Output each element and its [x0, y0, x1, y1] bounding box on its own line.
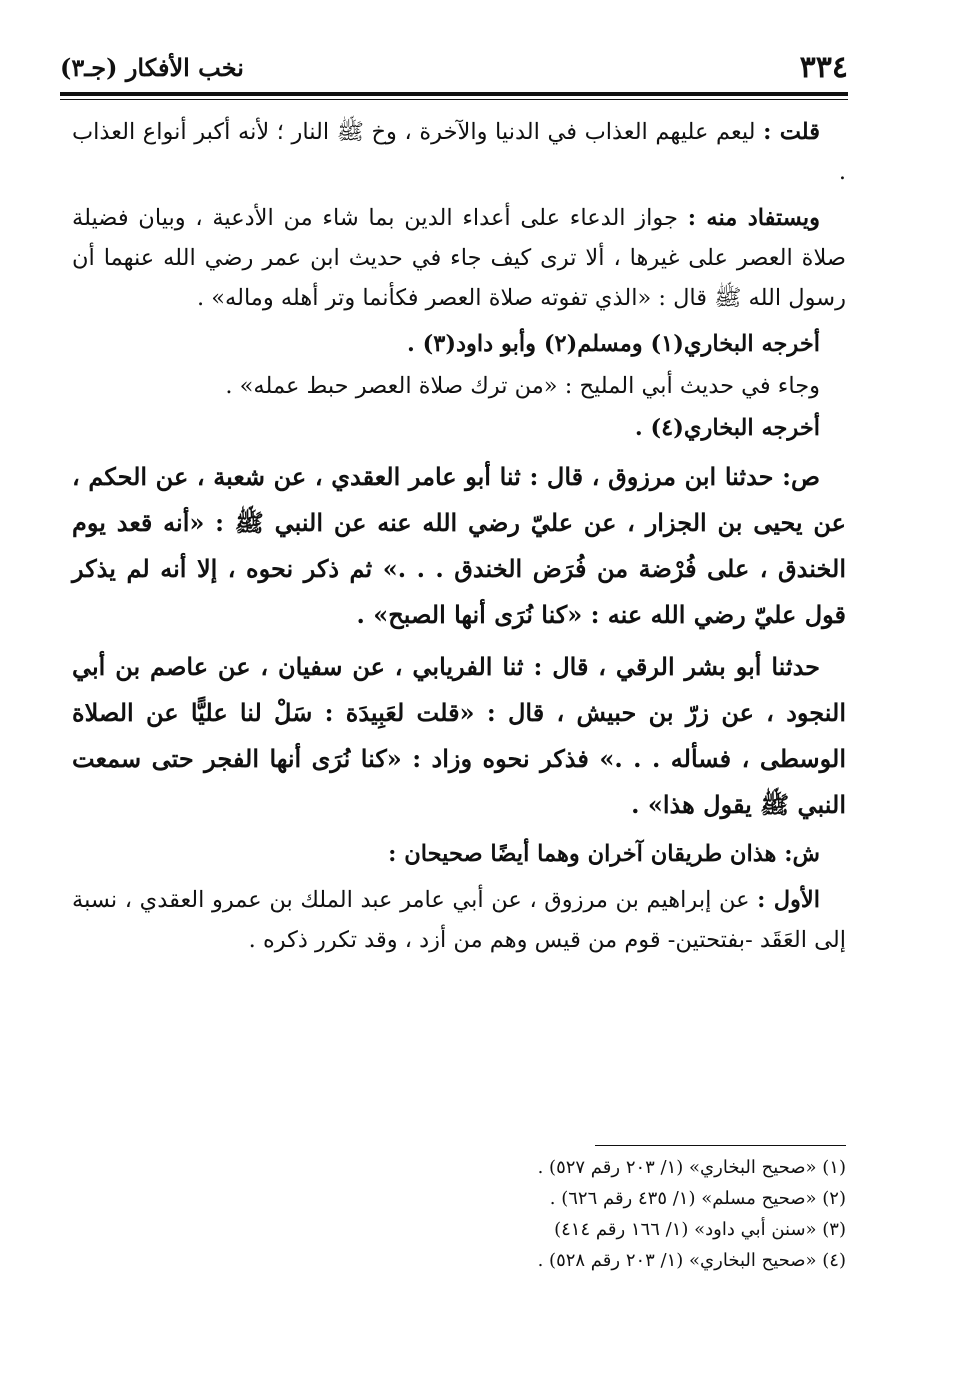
paragraph-2	[72, 198, 846, 318]
paragraph-1-keyword: قلت :	[763, 119, 820, 145]
footnote-1: (١) «صحيح البخاري» (١/ ٢٠٣ رقم ٥٢٧) .	[537, 1157, 846, 1178]
paragraph-5: أخرجه البخاري(٤) .	[634, 415, 820, 441]
paragraph-4: وجاء في حديث أبي المليح : «من ترك صلاة العصر حبط عمله» .	[225, 373, 820, 399]
footnote-separator	[595, 1145, 846, 1146]
paragraph-3: أخرجه البخاري(١) ومسلم(٢) وأبو داود(٣) .	[406, 331, 820, 357]
footnote-4: (٤) «صحيح البخاري» (١/ ٢٠٣ رقم ٥٢٨) .	[537, 1250, 846, 1271]
paragraph-2-text: جواز الدعاء على أعداء الدين بما شاء من الأدعية ، وبيان فضيلة صلاة العصر على غيرها ، ألا ترى كيف جاء في حديث ابن عمر رضي الله عنهما أن رسول الله ﷺ قال : «الذي تفوته صلاة العصر فكأنما وتر أهله وماله» .	[72, 205, 846, 311]
page-number: ٣٣٤	[799, 49, 848, 85]
header-rule-thick	[60, 92, 848, 96]
running-title: نخب الأفكار (جـ٣)	[60, 52, 244, 82]
paragraph-9-text: عن إبراهيم بن مرزوق ، عن أبي عامر عبد الملك بن عمرو العقدي ، نسبة إلى العَقَد -بفتحتين- قوم من قيس وهم من أزد ، وقد تكرر ذكره .	[72, 887, 846, 953]
paragraph-9	[72, 880, 846, 960]
paragraph-9-keyword: الأول :	[757, 887, 821, 913]
paragraph-6: ص: حدثنا ابن مرزوق ، قال : ثنا أبو عامر العقدي ، عن شعبة ، عن الحكم ، عن يحيى بن الجزار ، عن عليّ رضي الله عنه عن النبي ﷺ : «أنه قعد يوم الخندق ، على فُرْضة من فُرَض الخندق . . .» ثم ذكر نحوه ، إلا أنه لم يذكر قول عليّ رضي الله عنه : «كنا نُرَى أنها الصبح» .	[72, 462, 846, 629]
paragraph-7: حدثنا أبو بشر الرقي ، قال : ثنا الفريابي ، عن سفيان ، عن عاصم بن أبي النجود ، عن زرّ بن حبيش ، قال : «قلت لعَبِيدَة : سَلْ لنا عليًّا عن الصلاة الوسطى ، فسأله . . .» فذكر نحوه وزاد : «كنا نُرَى أنها الفجر حتى سمعت النبي ﷺ يقول هذا» .	[72, 652, 847, 819]
paragraph-2-keyword: ويستفاد منه :	[687, 205, 821, 231]
header-rule-thin	[60, 99, 848, 100]
footnote-3: (٣) «سنن أبي داود» (١/ ١٦٦ رقم ٤١٤)	[554, 1219, 846, 1240]
footnotes	[300, 1152, 846, 1276]
paragraph-1	[72, 112, 846, 192]
page-header	[60, 42, 848, 92]
paragraph-8: ش: هذان طريقان آخران وهما أيضًا صحيحان :	[388, 841, 820, 867]
footnote-2: (٢) «صحيح مسلم» (١/ ٤٣٥ رقم ٦٢٦) .	[549, 1188, 846, 1209]
main-text	[72, 112, 846, 966]
paragraph-1-text: ليعم عليهم العذاب في الدنيا والآخرة ، وخ ﷺ النار ؛ لأنه أكبر أنواع العذاب .	[72, 119, 846, 185]
